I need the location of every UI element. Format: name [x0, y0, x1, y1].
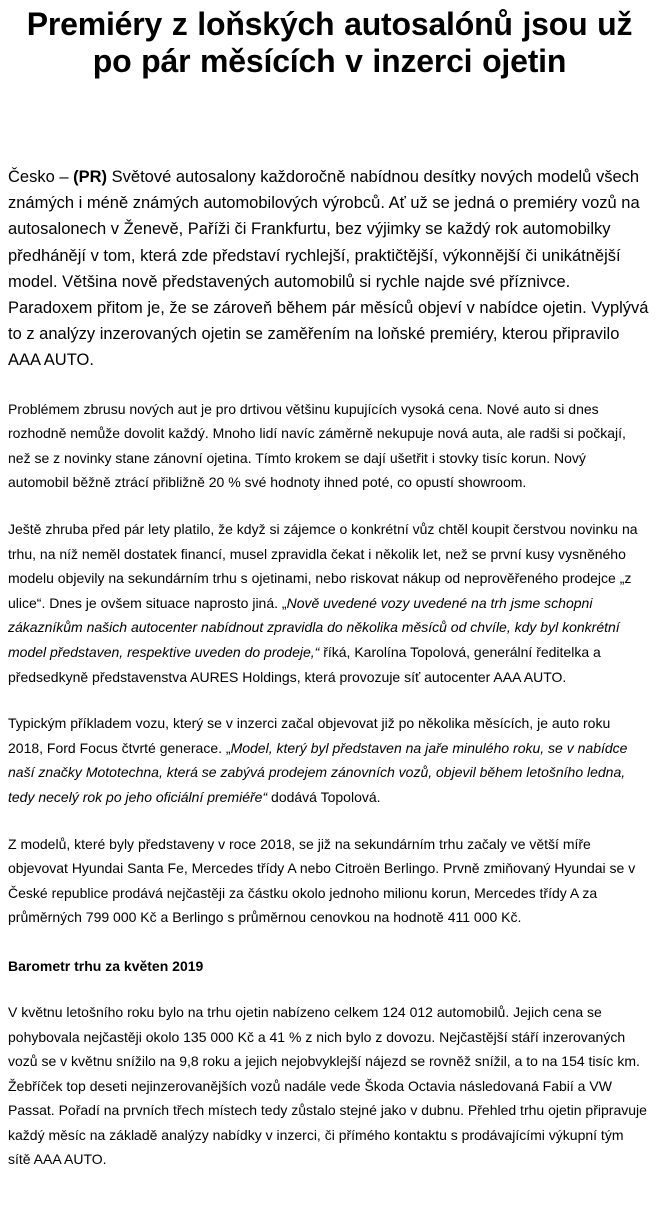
title-body-spacer: [0, 80, 659, 164]
focus-text-1: Typickým příkladem vozu, který se v inzerci začal objevovat již po několika měsících, je auto roku 2018, Ford Focus čtvrté generace. „: [8, 715, 611, 756]
focus-text-2: dodává Topolová.: [267, 788, 381, 805]
history-text-1: Ještě zhruba před pár lety platilo, že když si zájemce o konkrétní vůz chtěl koupit čerstvou novinku na trhu, na níž neměl dostatek financí, musel zpravidla čekat i několik let, než se první kusy vysněného modelu objevily na sekundárním trhu s ojetinami, nebo riskovat nákup od neprověřeného prodejce „z ulice“. Dnes je ovšem situace naprosto jiná. „: [8, 521, 638, 611]
section-subheading: Barometr trhu za květen 2019: [8, 957, 204, 974]
lead-paragraph: [0, 164, 659, 374]
lead-text: Světové autosalony každoročně nabídnou desítky nových modelů všech známých i méně známých automobilových výrobců. Ať už se jedná o premiéry vozů na autosalonech v Ženevě, Paříži či Frankfurtu, bez výjimky se každý rok automobilky předhánějí v tom, která zde představí rychlejší, praktičtější, výkonnější či unikátnější model. Většina nově představených automobilů si rychle najde své příznivce. Paradoxem přitom je, že se zároveň během pár měsíců objeví v nabídce ojetin. Vyplývá to z analýzy inzerovaných ojetin se zaměřením na loňské premiéry, kterou připravilo AAA AUTO.: [8, 168, 649, 370]
paragraph-prices: Problémem zbrusu nových aut je pro drtivou většinu kupujících vysoká cena. Nové auto si dnes rozhodně nemůže dovolit každý. Mnoho lidí navíc záměrně nekupuje nová auta, ale radši si počkají, než se z novinky stane zánovní ojetina. Tímto krokem se dají ušetřit i stovky tisíc korun. Nový automobil běžně ztrácí přibližně 20 % své hodnoty ihned poté, co opustí showroom.: [8, 400, 626, 491]
paragraph-market-barometer: V květnu letošního roku bylo na trhu ojetin nabízeno celkem 124 012 automobilů. Jejich cena se pohybovala nejčastěji okolo 135 000 Kč a 41 % z nich bylo z dovozu. Nejčastější stáří inzerovaných vozů se v květnu snížilo na 9,8 roku a jejich nejobvyklejší nájezd se rovněž snížil, a to na 154 tisíc km. Žebříček top deseti nejinzerovanějších vozů nadále vede Škoda Octavia následovaná Fabií a VW Passat. Pořadí na prvních třech místech tedy zůstalo stejné jako v dubnu. Přehled trhu ojetin připravuje každý měsíc na základě analýzy nabídky v inzerci, či přímého kontaktu s prodávajícími výkupní tým sítě AAA AUTO.: [8, 1003, 647, 1168]
quote-topolova-1: Nově uvedené vozy uvedené na trh jsme schopni zákazníkům našich autocenter nabídnout zpravidla do několika měsíců od chvíle, kdy byl konkrétní model představen, respektive uveden do prodeje,“: [8, 594, 620, 660]
paragraph-ford-focus: [0, 711, 659, 809]
quote-topolova-2: Model, který byl představen na jaře minulého roku, se v nabídce naší značky Mototechna, která se zabývá prodejem zánovních vozů, objevil během letošního ledna, tedy necelý rok po jeho oficiální premiéře“: [8, 739, 628, 805]
bottom-spacer: [0, 1172, 659, 1200]
lead-prefix: Česko –: [8, 168, 74, 186]
paragraph-models-2018: Z modelů, které byly představeny v roce 2018, se již na sekundárním trhu začaly ve větší míře objevovat Hyundai Santa Fe, Mercedes třídy A nebo Citroën Berlingo. Prvně zmiňovaný Hyundai se v České republice prodává nejčastěji za částku okolo jednoho milionu korun, Mercedes třídy A za průměrných 799 000 Kč a Berlingo s průměrnou cenovkou na hodnotě 411 000 Kč.: [8, 835, 636, 926]
history-text-2: říká, Karolína Topolová, generální ředitelka a předsedkyně představenstva AURES Holdings, která provozuje síť autocenter AAA AUTO.: [8, 643, 601, 685]
pr-tag: (PR): [73, 168, 108, 186]
page-title: Premiéry z loňských autosalónů jsou už po pár měsících v inzerci ojetin: [26, 6, 633, 79]
paragraph-history: [0, 517, 659, 689]
